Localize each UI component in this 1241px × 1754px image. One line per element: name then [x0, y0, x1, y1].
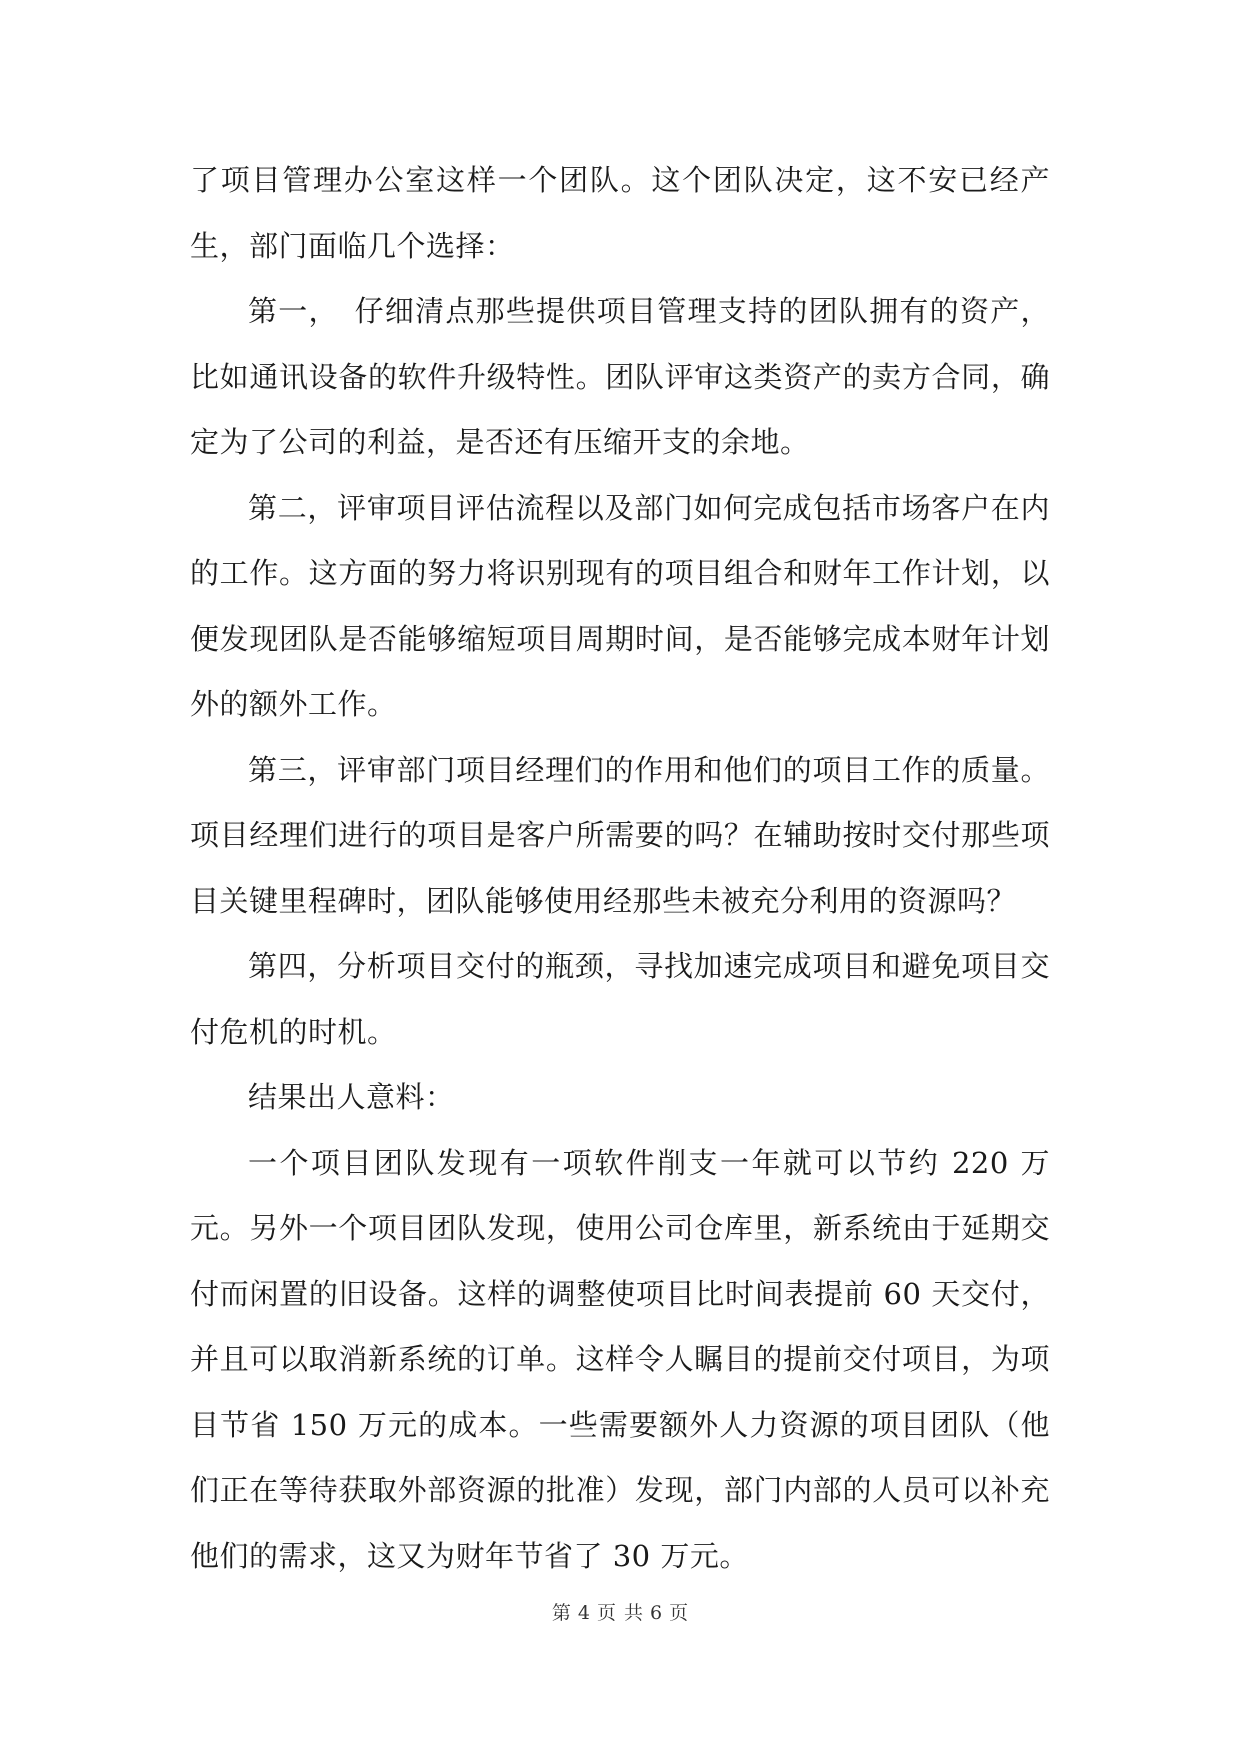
footer-suffix: 页 [669, 1602, 690, 1624]
total-pages-number: 6 [650, 1602, 664, 1624]
paragraph-option-three: 第三，评审部门项目经理们的作用和他们的项目工作的质量。项目经理们进行的项目是客户所需要的吗？在辅助按时交付那些项目关键里程碑时，团队能够使用经那些未被充分利用的资源吗？ [190, 752, 1050, 918]
paragraph-option-two: 第二，评审项目评估流程以及部门如何完成包括市场客户在内的工作。这方面的努力将识别现有的项目组合和财年工作计划，以便发现团队是否能够缩短项目周期时间，是否能够完成本财年计划外的额外工作。 [190, 490, 1050, 721]
footer-middle: 页 共 [596, 1602, 645, 1624]
paragraph-option-four: 第四，分析项目交付的瓶颈，寻找加速完成项目和避免项目交付危机的时机。 [190, 949, 1050, 1049]
footer-prefix: 第 [551, 1602, 572, 1624]
current-page-number: 4 [577, 1602, 591, 1624]
page-footer [0, 1598, 1241, 1625]
paragraph-continuation: 了项目管理办公室这样一个团队。这个团队决定，这不安已经产生，部门面临几个选择： [190, 163, 1050, 263]
document-body [190, 148, 1050, 1589]
paragraph-results-detail: 一个项目团队发现有一项软件削支一年就可以节约 220 万元。另外一个项目团队发现，使用公司仓库里，新系统由于延期交付而闲置的旧设备。这样的调整使项目比时间表提前 60 天交付，并且可以取消新系统的订单。这样令人瞩目的提前交付项目，为项目节省 150 万元的成本。一些需要额外人力资源的项目团队（他们正在等待获取外部资源的批准）发现，部门内部的人员可以补充他们的需求，这又为财年节省了 30 万元。 [190, 1145, 1050, 1573]
paragraph-option-one: 第一， 仔细清点那些提供项目管理支持的团队拥有的资产，比如通讯设备的软件升级特性。团队评审这类资产的卖方合同，确定为了公司的利益，是否还有压缩开支的余地。 [190, 294, 1050, 459]
paragraph-results-heading: 结果出人意料： [248, 1080, 455, 1114]
